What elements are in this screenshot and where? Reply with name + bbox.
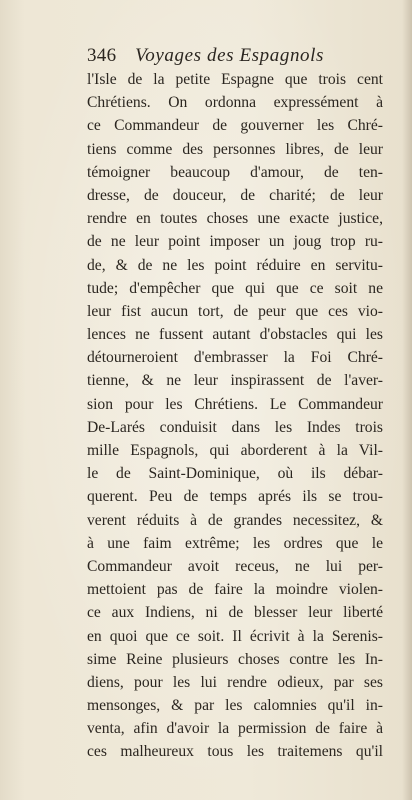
- text-line: mettoient pas de faire la moindre violen-: [87, 581, 383, 599]
- text-line: rendre en toutes choses une exacte justice,: [87, 210, 383, 228]
- text-line: à une faim extrême; les ordres que le: [87, 534, 383, 552]
- text-line: venta, afin d'avoir la permission de faire à: [87, 720, 383, 738]
- text-line: en quoi que ce soit. Il écrivit à la Serenis-: [87, 627, 383, 645]
- text-line: Commandeur avoit receus, ne lui per-: [87, 557, 383, 575]
- text-line: l'Isle de la petite Espagne que trois cent: [87, 71, 383, 88]
- text-line: dresse, de douceur, de charité; de leur: [87, 186, 383, 204]
- text-line: querent. Peu de temps aprés ils se trou-: [87, 488, 383, 506]
- text-line: ces malheureux tous les traitemens qu'il: [87, 743, 383, 761]
- text-line: témoigner beaucoup d'amour, de ten-: [87, 163, 383, 181]
- text-line: ce Commandeur de gouverner les Chré-: [87, 117, 383, 135]
- text-line: tienne, & ne leur inspirassent de l'aver-: [87, 372, 383, 390]
- page-header: [87, 44, 387, 68]
- running-title: Voyages des Espagnols: [135, 45, 325, 66]
- text-line: leur fist aucun tort, de peur que ces vio-: [87, 302, 383, 320]
- text-line: Chrétiens. On ordonna expressément à: [87, 94, 383, 112]
- body-text: [87, 68, 383, 764]
- text-line: ce aux Indiens, ni de blesser leur liberté: [87, 604, 383, 622]
- page-number: 346: [87, 45, 117, 66]
- text-line: sion pour les Chrétiens. Le Commandeur: [87, 395, 383, 413]
- text-line: de, & de ne les point réduire en servitu-: [87, 256, 383, 274]
- text-line: verent réduits à de grandes necessitez, &: [87, 511, 383, 529]
- text-line: le de Saint-Dominique, où ils débar-: [87, 465, 383, 483]
- text-line: lences ne fussent autant d'obstacles qui les: [87, 326, 383, 344]
- text-line: mensonges, & par les calomnies qu'il in-: [87, 697, 383, 715]
- text-line: tude; d'empêcher que qui que ce soit ne: [87, 279, 383, 297]
- text-line: diens, pour les lui rendre odieux, par ses: [87, 673, 383, 691]
- text-line: de ne leur point imposer un joug trop ru-: [87, 233, 383, 251]
- text-line: sime Reine plusieurs choses contre les In-: [87, 650, 383, 668]
- text-line: détourneroient d'embrasser la Foi Chré-: [87, 349, 383, 367]
- text-line: mille Espagnols, qui aborderent à la Vil-: [87, 442, 383, 459]
- text-line: De-Larés conduisit dans les Indes trois: [87, 418, 383, 436]
- page-edge-shadow: [402, 0, 412, 800]
- text-line: tiens comme des personnes libres, de leur: [87, 140, 383, 158]
